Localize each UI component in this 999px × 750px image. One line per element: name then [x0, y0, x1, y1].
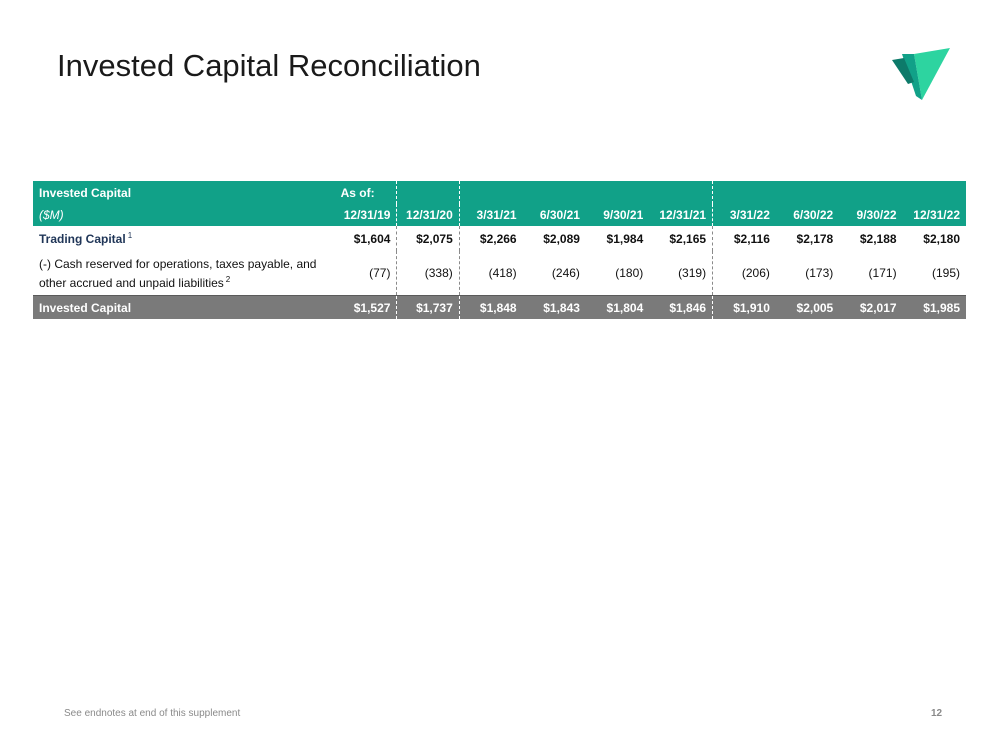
table-cell: $2,116	[713, 226, 776, 251]
table-cell: (338)	[397, 251, 459, 296]
table-row-cash-reserved	[33, 251, 966, 296]
footnote-ref: 1	[127, 231, 133, 240]
row-label: Trading Capital	[39, 232, 126, 246]
table-row-invested-capital	[33, 296, 966, 320]
table-cell: (246)	[551, 266, 580, 280]
table-header-row	[33, 181, 966, 204]
page-title: Invested Capital Reconciliation	[57, 48, 481, 83]
column-header: 12/31/19	[335, 204, 397, 226]
column-header: 12/31/21	[649, 204, 712, 226]
column-header: 12/31/20	[397, 204, 459, 226]
column-header: 6/30/22	[776, 204, 839, 226]
table-cell: (206)	[713, 251, 776, 296]
table-cell: (319)	[678, 266, 707, 280]
table-cell: (77)	[369, 266, 391, 280]
endnotes-footnote: See endnotes at end of this supplement	[64, 708, 241, 719]
column-header: 6/30/21	[523, 204, 586, 226]
table-cell: $1,846	[649, 296, 712, 320]
table-cell: (418)	[459, 251, 522, 296]
column-header: 3/31/22	[713, 204, 776, 226]
table-cell: $1,604	[353, 231, 391, 246]
row-label: (-) Cash reserved for operations, taxes payable, and other accrued and unpaid liabilities	[39, 256, 317, 290]
column-header: 12/31/22	[903, 204, 966, 226]
header-label: Invested Capital	[33, 181, 335, 204]
table-cell: $1,843	[523, 296, 586, 320]
table-cell: $2,005	[776, 296, 839, 320]
table-cell: $2,017	[839, 296, 902, 320]
table-cell: $1,984	[606, 231, 644, 246]
table-cell: (180)	[615, 266, 644, 280]
table-cell: $1,804	[586, 296, 649, 320]
table-cell: (195)	[931, 266, 960, 280]
column-header: 9/30/21	[586, 204, 649, 226]
table-date-row	[33, 204, 966, 226]
table-cell: $2,178	[796, 231, 834, 246]
column-header: 3/31/21	[459, 204, 522, 226]
row-label: Invested Capital	[33, 296, 335, 320]
table-cell: $2,075	[397, 226, 459, 251]
table-cell: $1,910	[713, 296, 776, 320]
column-header: 9/30/22	[839, 204, 902, 226]
unit-label: ($M)	[33, 204, 335, 226]
table-cell: $1,527	[335, 296, 397, 320]
page-number: 12	[931, 708, 943, 719]
as-of-label: As of:	[335, 181, 397, 204]
table-cell: $2,266	[459, 226, 522, 251]
table-cell: $1,848	[459, 296, 522, 320]
table-cell: (173)	[805, 266, 834, 280]
invested-capital-table	[33, 181, 966, 319]
table-cell: $1,985	[903, 296, 966, 320]
table-cell: $2,089	[543, 231, 580, 246]
table-cell: $1,737	[397, 296, 459, 320]
table-row-trading-capital	[33, 226, 966, 251]
table-cell: (171)	[868, 266, 897, 280]
footnote-ref: 2	[225, 274, 231, 284]
table-cell: $2,165	[669, 231, 707, 246]
table-cell: $2,188	[859, 231, 897, 246]
table-cell: $2,180	[923, 231, 960, 246]
company-logo-icon	[892, 48, 950, 100]
